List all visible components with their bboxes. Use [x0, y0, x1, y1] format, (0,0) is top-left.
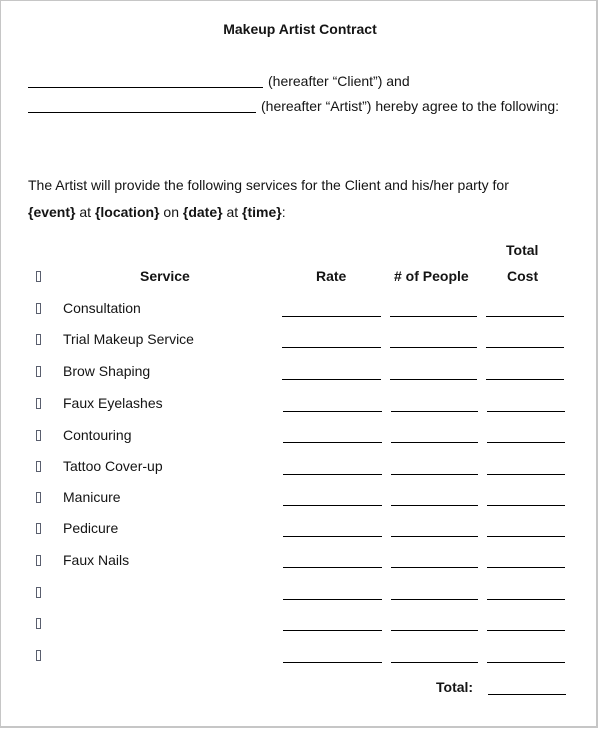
rate-blank[interactable] [283, 536, 382, 537]
header-rate: Rate [316, 268, 347, 284]
bullet-icon [36, 398, 41, 409]
header-total-line1: Total [506, 242, 539, 258]
rate-blank[interactable] [283, 411, 382, 412]
cost-blank[interactable] [487, 630, 565, 631]
people-blank[interactable] [391, 474, 478, 475]
event-placeholder: {event} [28, 204, 76, 220]
rate-blank[interactable] [282, 316, 381, 317]
cost-blank[interactable] [487, 411, 565, 412]
rate-blank[interactable] [282, 347, 381, 348]
rate-blank[interactable] [283, 662, 382, 663]
cost-blank[interactable] [487, 505, 565, 506]
cost-blank[interactable] [487, 599, 565, 600]
bullet-icon [36, 523, 41, 534]
bullet-icon [36, 492, 41, 503]
cost-blank[interactable] [486, 347, 564, 348]
artist-clause: (hereafter “Artist”) hereby agree to the following: [261, 98, 560, 114]
service-name: Faux Eyelashes [63, 395, 163, 411]
event-details [28, 204, 286, 220]
service-name: Contouring [63, 427, 132, 443]
client-clause: (hereafter “Client”) and [268, 73, 410, 89]
people-blank[interactable] [391, 505, 478, 506]
service-name: Consultation [63, 300, 141, 316]
connector-text: : [281, 204, 286, 220]
people-blank[interactable] [391, 442, 478, 443]
grand-total-blank[interactable] [488, 694, 566, 695]
rate-blank[interactable] [283, 567, 382, 568]
artist-name-blank[interactable] [28, 112, 256, 113]
cost-blank[interactable] [487, 567, 565, 568]
cost-blank[interactable] [486, 379, 564, 380]
rate-blank[interactable] [283, 630, 382, 631]
bullet-icon [36, 303, 41, 314]
bullet-icon [36, 271, 41, 282]
time-placeholder: {time} [242, 204, 282, 220]
bullet-icon [36, 650, 41, 661]
connector-text: at [75, 204, 95, 220]
document-title: Makeup Artist Contract [223, 21, 377, 37]
people-blank[interactable] [391, 411, 478, 412]
bullet-icon [36, 366, 41, 377]
service-name: Pedicure [63, 520, 119, 536]
header-people: # of People [394, 268, 469, 284]
cost-blank[interactable] [487, 474, 565, 475]
service-name: Manicure [63, 489, 121, 505]
people-blank[interactable] [391, 567, 478, 568]
service-name: Faux Nails [63, 552, 130, 568]
cost-blank[interactable] [487, 536, 565, 537]
total-label: Total: [436, 679, 474, 695]
people-blank[interactable] [390, 379, 477, 380]
rate-blank[interactable] [283, 442, 382, 443]
people-blank[interactable] [391, 599, 478, 600]
location-placeholder: {location} [94, 204, 160, 220]
services-intro: The Artist will provide the following services for the Client and his/her party for [28, 177, 509, 193]
header-service: Service [140, 268, 190, 284]
cost-blank[interactable] [487, 662, 565, 663]
rate-blank[interactable] [283, 599, 382, 600]
service-name: Brow Shaping [63, 363, 151, 379]
rate-blank[interactable] [283, 505, 382, 506]
people-blank[interactable] [391, 536, 478, 537]
service-name: Tattoo Cover-up [63, 458, 163, 474]
service-name: Trial Makeup Service [63, 331, 194, 347]
people-blank[interactable] [390, 347, 477, 348]
connector-text: at [222, 204, 243, 220]
header-total-line2: Cost [507, 268, 539, 284]
date-placeholder: {date} [182, 204, 223, 220]
rate-blank[interactable] [283, 474, 382, 475]
people-blank[interactable] [390, 316, 477, 317]
cost-blank[interactable] [486, 316, 564, 317]
bullet-icon [36, 461, 41, 472]
people-blank[interactable] [391, 662, 478, 663]
bullet-icon [36, 618, 41, 629]
client-name-blank[interactable] [28, 87, 263, 88]
bullet-icon [36, 430, 41, 441]
bullet-icon [36, 587, 41, 598]
bullet-icon [36, 555, 41, 566]
connector-text: on [159, 204, 183, 220]
people-blank[interactable] [391, 630, 478, 631]
cost-blank[interactable] [487, 442, 565, 443]
rate-blank[interactable] [282, 379, 381, 380]
bullet-icon [36, 334, 41, 345]
